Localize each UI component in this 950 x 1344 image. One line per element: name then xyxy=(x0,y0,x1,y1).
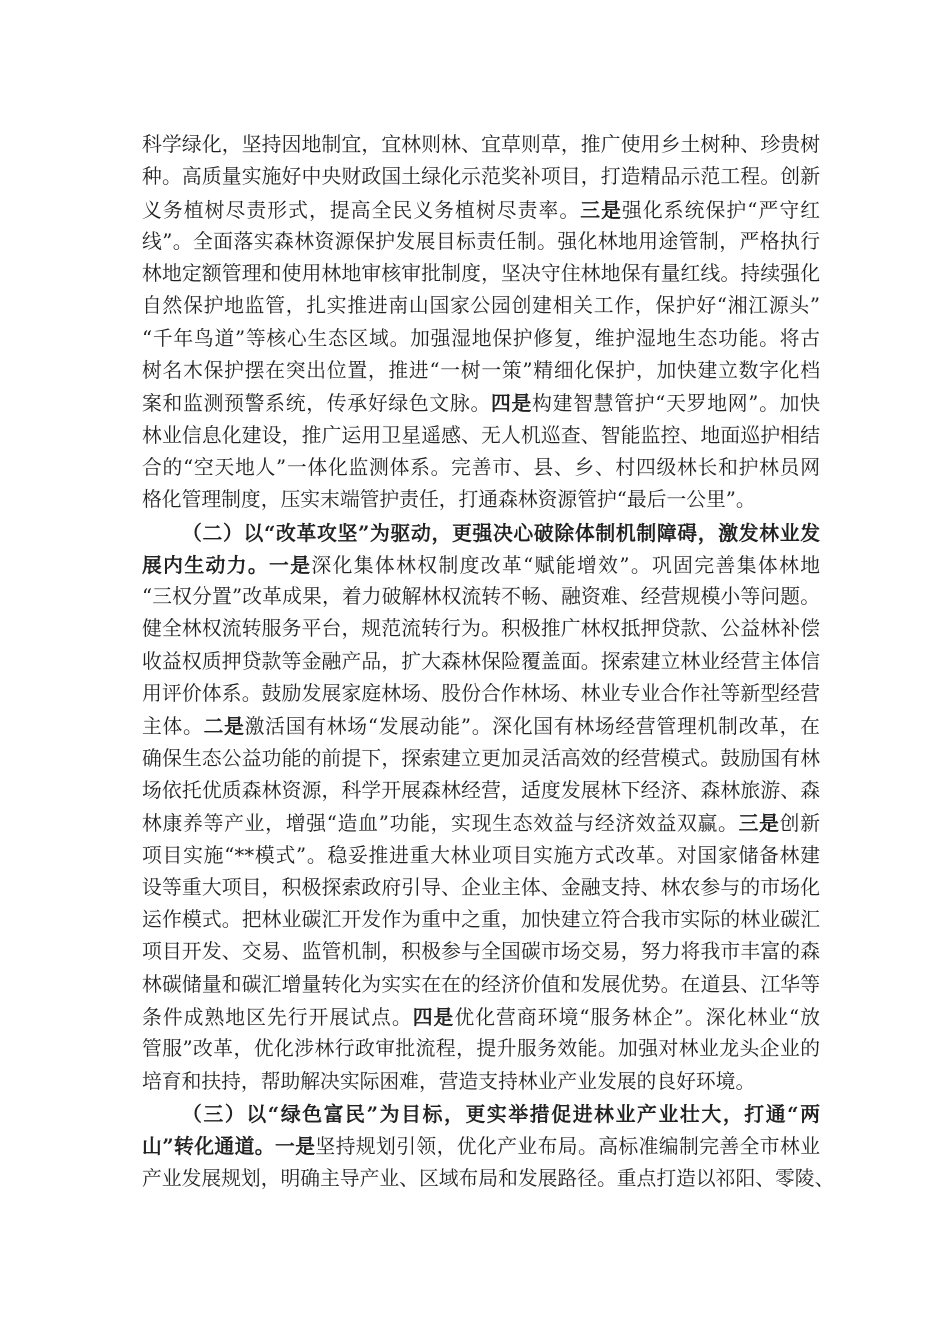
text-segment: 优化营商环境“服务林企”。深化林业“放 xyxy=(454,1006,820,1030)
text-segment: 确保生态公益功能的前提下，探索建立更加灵活高效的经营模式。鼓励国有林 xyxy=(142,746,820,770)
text-segment: 科学绿化，坚持因地制宜，宜林则林、宜草则草，推广使用乡土树种、珍贵树 xyxy=(142,133,820,156)
text-line xyxy=(142,678,820,710)
text-line xyxy=(142,387,820,419)
text-segment: 创新 xyxy=(779,812,820,836)
text-segment: 合的“空天地人”一体化监测体系。完善市、县、乡、村四级林长和护林员网 xyxy=(142,455,820,479)
text-line xyxy=(142,1066,820,1098)
text-line xyxy=(142,484,820,516)
text-line xyxy=(142,969,820,1001)
bold-text-segment: （三）以“绿色富民”为目标，更实举措促进林业产业壮大，打通“两 xyxy=(182,1101,820,1126)
text-segment: 树名木保护摆在突出位置，推进“一树一策”精细化保护，加快建立数字化档 xyxy=(142,359,820,383)
text-segment: 项目实施“**模式”。稳妥推进重大林业项目实施方式改革。对国家储备林建 xyxy=(142,843,820,867)
text-segment: 场依托优质森林资源，科学开展森林经营，适度发展林下经济、森林旅游、森 xyxy=(142,778,820,802)
text-line xyxy=(142,1163,835,1195)
text-line xyxy=(142,1033,820,1065)
text-segment: “千年鸟道”等核心生态区域。加强湿地保护修复，维护湿地生态功能。将古 xyxy=(142,326,820,350)
text-line xyxy=(142,258,820,290)
text-segment: 条件成熟地区先行开展试点。 xyxy=(142,1006,413,1030)
text-segment: 运作模式。把林业碳汇开发作为重中之重，加快建立符合我市实际的林业碳汇 xyxy=(142,908,820,932)
text-segment: 激活国有林场“发展动能”。深化国有林场经营管理机制改革，在 xyxy=(244,715,820,739)
text-line xyxy=(142,517,820,549)
text-segment: 项目开发、交易、监管机制，积极参与全国碳市场交易，努力将我市丰富的森 xyxy=(142,940,820,964)
text-segment: 深化集体林权制度改革“赋能增效”。巩固完善集体林地 xyxy=(311,553,820,577)
text-segment: 林康养等产业，增强“造血”功能，实现生态效益与经济效益双赢。 xyxy=(142,812,739,836)
text-line xyxy=(142,872,820,904)
text-segment: 培育和扶持，帮助解决实际困难，营造支持林业产业发展的良好环境。 xyxy=(142,1069,756,1093)
text-segment: 用评价体系。鼓励发展家庭林场、股份合作林场、林业专业合作社等新型经营 xyxy=(142,682,820,706)
bold-text-segment: 四是 xyxy=(412,1005,455,1030)
document-body xyxy=(142,129,835,1195)
text-line xyxy=(142,646,820,678)
text-segment: 林地定额管理和使用林地审核审批制度，坚决守住林地保有量红线。持续强化 xyxy=(142,262,820,286)
text-segment: 林业信息化建设，推广运用卫星遥感、无人机巡查、智能监控、地面巡护相结 xyxy=(142,423,820,447)
text-segment: 义务植树尽责形式，提高全民义务植树尽责率。 xyxy=(142,198,581,222)
text-segment: 格化管理制度，压实末端管护责任，打通森林资源管护“最后一公里”。 xyxy=(142,488,756,512)
text-line xyxy=(142,420,820,452)
text-line xyxy=(142,710,820,742)
text-line xyxy=(142,290,820,322)
text-line xyxy=(142,840,820,872)
text-segment: “三权分置”改革成果，着力破解林权流转不畅、融资难、经营规模小等问题。 xyxy=(142,585,820,609)
text-line xyxy=(142,549,820,581)
bold-text-segment: 一是 xyxy=(275,1134,316,1159)
text-segment: 管服”改革，优化涉林行政审批流程，提升服务效能。加强对林业龙头企业的 xyxy=(142,1037,820,1061)
bold-text-segment: 山”转化通道。 xyxy=(142,1134,275,1159)
text-segment: 种。高质量实施好中央财政国土绿化示范奖补项目，打造精品示范工程。创新 xyxy=(142,165,820,189)
text-line xyxy=(142,613,820,645)
text-segment: 案和监测预警系统，传承好绿色文脉。 xyxy=(142,392,492,416)
text-segment: 健全林权流转服务平台，规范流转行为。积极推广林权抵押贷款、公益林补偿 xyxy=(142,617,820,641)
text-line xyxy=(142,226,820,258)
bold-text-segment: 展内生动力。 xyxy=(142,552,270,577)
text-line xyxy=(142,194,820,226)
text-line xyxy=(142,936,820,968)
text-segment: 强化系统保护“严守红 xyxy=(622,198,820,222)
text-line xyxy=(142,904,820,936)
text-segment: 设等重大项目，积极探索政府引导、企业主体、金融支持、林农参与的市场化 xyxy=(142,875,820,899)
text-segment: 自然保护地监管，扎实推进南山国家公园创建相关工作，保护好“湘江源头” xyxy=(142,294,820,318)
text-segment: 构建智慧管护“天罗地网”。加快 xyxy=(532,392,820,416)
bold-text-segment: 四是 xyxy=(491,391,533,416)
text-segment: 线”。全面落实森林资源保护发展目标责任制。强化林地用途管制，严格执行 xyxy=(142,229,820,253)
text-line xyxy=(142,1098,820,1130)
text-line xyxy=(142,1130,820,1162)
text-segment: 坚持规划引领，优化产业布局。高标准编制完善全市林业 xyxy=(315,1135,820,1159)
text-line xyxy=(142,807,820,839)
bold-text-segment: （二）以“改革攻坚”为驱动，更强决心破除体制机制障碍，激发林业发 xyxy=(182,520,820,545)
text-segment: 收益权质押贷款等金融产品，扩大森林保险覆盖面。探索建立林业经营主体信 xyxy=(142,649,820,673)
text-line xyxy=(142,775,820,807)
bold-text-segment: 二是 xyxy=(203,714,245,739)
text-line xyxy=(142,355,820,387)
text-line xyxy=(142,323,820,355)
text-line xyxy=(142,743,820,775)
bold-text-segment: 一是 xyxy=(269,552,312,577)
text-segment: 主体。 xyxy=(142,715,204,739)
bold-text-segment: 三是 xyxy=(738,811,780,836)
text-line xyxy=(142,1001,820,1033)
text-segment: 林碳储量和碳汇增量转化为实实在在的经济价值和发展优势。在道县、江华等 xyxy=(142,972,820,996)
text-line xyxy=(142,161,820,193)
text-line xyxy=(142,129,820,161)
bold-text-segment: 三是 xyxy=(580,197,623,222)
text-line xyxy=(142,452,820,484)
text-segment: 产业发展规划，明确主导产业、区域布局和发展路径。重点打造以祁阳、零陵、 xyxy=(142,1166,835,1190)
text-line xyxy=(142,581,820,613)
